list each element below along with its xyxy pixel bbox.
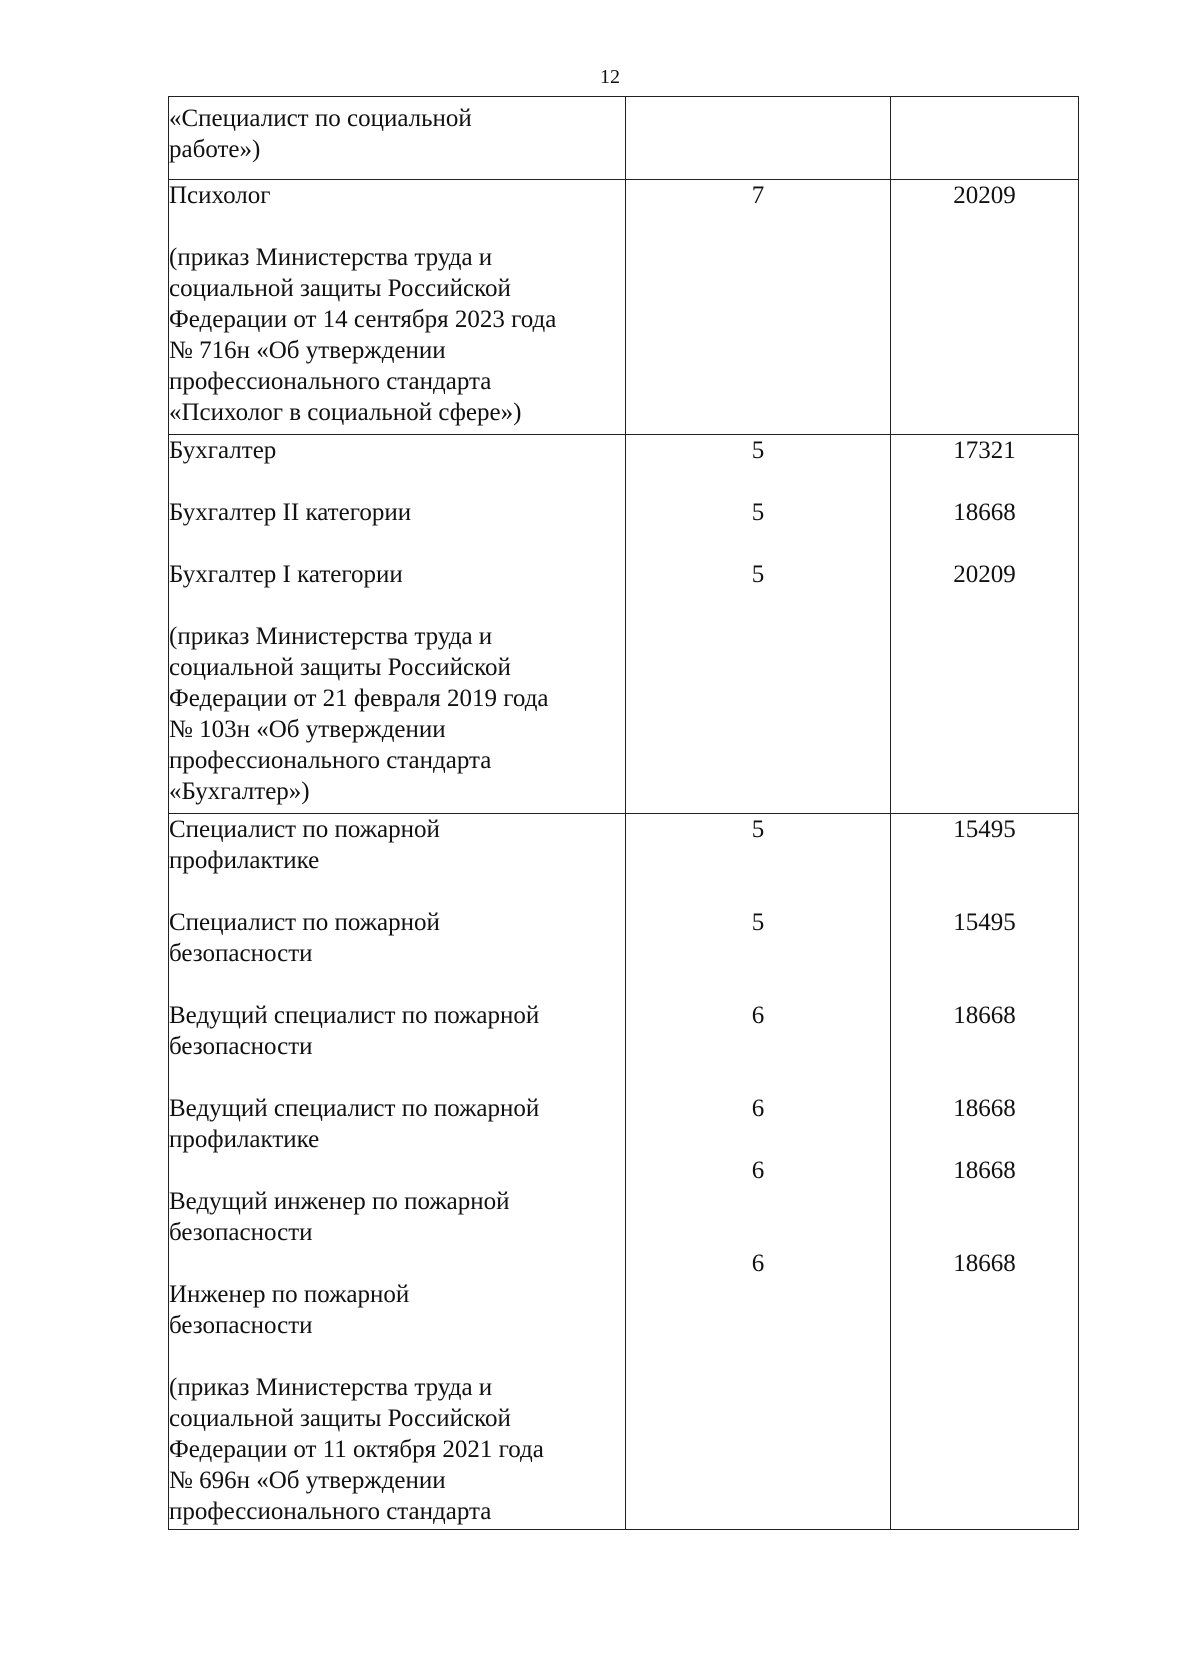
- order-reference-line: социальной защиты Российской: [169, 1405, 511, 1432]
- order-reference-line: социальной защиты Российской: [169, 275, 511, 302]
- level-cell: [626, 814, 891, 1530]
- position-name-line: Инженер по пожарной: [169, 1281, 410, 1308]
- salary-cell: [891, 97, 1079, 180]
- level-cell: [626, 180, 891, 435]
- order-reference-line: (приказ Министерства труда и: [169, 244, 493, 271]
- qualification-level: 7: [751, 182, 765, 209]
- position-cell: [169, 435, 626, 814]
- qualification-level: 5: [751, 499, 765, 526]
- salary-value: 17321: [953, 437, 1016, 464]
- qualification-level: 5: [751, 437, 765, 464]
- order-reference-line: «Бухгалтер»): [169, 778, 310, 805]
- position-name-line: безопасности: [169, 1312, 313, 1339]
- position-name-line: Специалист по пожарной: [169, 909, 440, 936]
- position-name-line: профилактике: [169, 1126, 320, 1153]
- table-row: [169, 97, 1079, 180]
- qualification-level: 6: [751, 1250, 765, 1277]
- order-reference-line: Федерации от 11 октября 2021 года: [169, 1436, 544, 1463]
- position-name-line: Ведущий специалист по пожарной: [169, 1095, 540, 1122]
- order-reference-line: Федерации от 14 сентября 2023 года: [169, 306, 557, 333]
- salary-value: 18668: [953, 1250, 1016, 1277]
- salary-cell: [891, 435, 1079, 814]
- position-name-line: безопасности: [169, 1033, 313, 1060]
- order-reference-line: профессионального стандарта: [169, 1498, 492, 1525]
- salary-value: 18668: [953, 499, 1016, 526]
- order-reference-line: № 716н «Об утверждении: [169, 337, 446, 364]
- salary-value: 18668: [953, 1095, 1016, 1122]
- position-name: Бухгалтер: [169, 437, 277, 464]
- position-cell: [169, 180, 626, 435]
- salary-value: 20209: [953, 561, 1016, 588]
- salary-value: 18668: [953, 1157, 1016, 1184]
- salary-cell: [891, 814, 1079, 1530]
- order-reference-line: социальной защиты Российской: [169, 654, 511, 681]
- order-reference-line: № 696н «Об утверждении: [169, 1467, 446, 1494]
- position-cell: [169, 97, 626, 180]
- table-row: [169, 435, 1079, 814]
- position-name-line: Ведущий инженер по пожарной: [169, 1188, 510, 1215]
- order-reference-line: «Психолог в социальной сфере»): [169, 399, 522, 426]
- order-reference-line: профессионального стандарта: [169, 368, 492, 395]
- order-reference-line: № 103н «Об утверждении: [169, 716, 446, 743]
- order-reference-line: профессионального стандарта: [169, 747, 492, 774]
- position-name-line: безопасности: [169, 1219, 313, 1246]
- position-name-line: работе»): [169, 136, 261, 163]
- order-reference-line: Федерации от 21 февраля 2019 года: [169, 685, 549, 712]
- level-cell: [626, 435, 891, 814]
- salary-value: 15495: [953, 909, 1016, 936]
- qualification-level: 6: [751, 1002, 765, 1029]
- table-row: [169, 814, 1079, 1530]
- order-reference-line: (приказ Министерства труда и: [169, 623, 493, 650]
- qualification-level: 6: [751, 1095, 765, 1122]
- salary-value: 20209: [953, 182, 1016, 209]
- position-name-line: безопасности: [169, 940, 313, 967]
- position-name-line: «Специалист по социальной: [169, 105, 472, 132]
- position-name: Бухгалтер I категории: [169, 561, 403, 588]
- salary-value: 15495: [953, 816, 1016, 843]
- position-name: Психолог: [169, 182, 271, 209]
- level-cell: [626, 97, 891, 180]
- position-name-line: Специалист по пожарной: [169, 816, 440, 843]
- qualification-level: 6: [751, 1157, 765, 1184]
- page-number: 12: [600, 66, 620, 88]
- position-name-line: профилактике: [169, 847, 320, 874]
- salary-cell: [891, 180, 1079, 435]
- qualification-level: 5: [751, 561, 765, 588]
- table-row: [169, 180, 1079, 435]
- qualification-level: 5: [751, 909, 765, 936]
- qualification-level: 5: [751, 816, 765, 843]
- position-name-line: Ведущий специалист по пожарной: [169, 1002, 540, 1029]
- order-reference-line: (приказ Министерства труда и: [169, 1374, 493, 1401]
- position-cell: [169, 814, 626, 1530]
- qualification-salary-table: [168, 96, 1079, 1530]
- salary-value: 18668: [953, 1002, 1016, 1029]
- position-name: Бухгалтер II категории: [169, 499, 412, 526]
